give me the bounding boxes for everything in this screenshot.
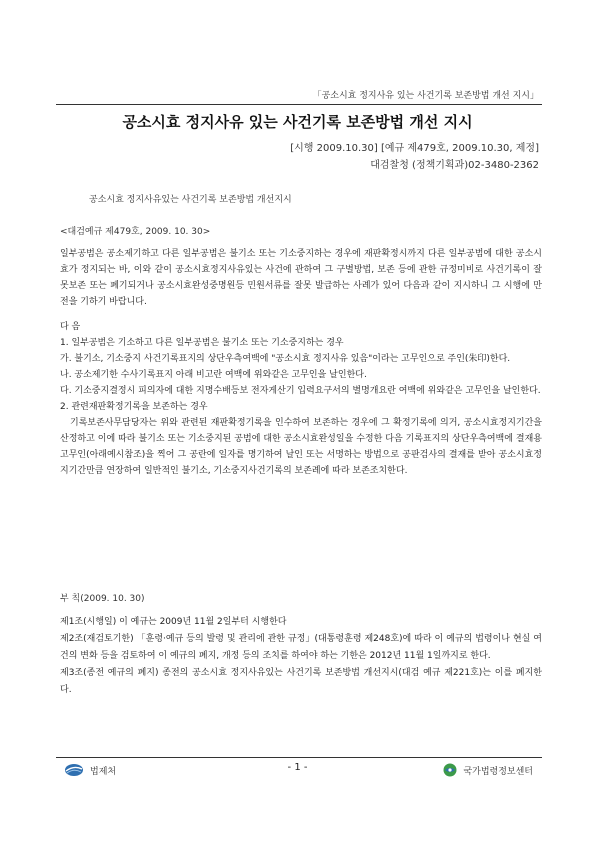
header-rule	[56, 104, 542, 105]
section-2-body: 기록보존사무담당자는 위와 관련된 재판확정기록을 인수하여 보존하는 경우에 그 확정기록에 의거, 공소시효정지기간을 산정하고 이에 따라 불기소 또는 기소중지된 공범에 대한 공소시효완성일을 수정한 다음 기록표지의 상단우측여백에 결재용 고무인(아래예시참조)을 찍어 그 공란에 일자를 명기하여 날인 또는 서명하는 방법으로 공판검사의 결재를 받아 공소시효정지기간만큼 연장하여 일반적인 불기소, 기소중지사건기록의 보존례에 따라 보존조치한다.	[60, 418, 542, 476]
addendum-article-2: 제2조(재검토기한) 「훈령·예규 등의 발령 및 관리에 관한 규정」(대통령훈령 제248호)에 따라 이 예규의 법령이나 현실 여건의 변화 등을 검토하여 이 예규의 폐지, 개정 등의 조치를 하여야 하는 기한은 2012년 11월 1일까지로 한다.	[60, 634, 542, 661]
document-title: 공소시효 정지사유 있는 사건기록 보존방법 개선 지시	[122, 113, 473, 131]
addendum-heading: 부 칙(2009. 10. 30)	[60, 594, 145, 604]
section-1-item-da: 다. 기소중지결정시 피의자에 대한 지명수배등보 전자게산기 입력요구서의 별명개요란 여백에 위와같은 고무인을 날인한다.	[60, 386, 541, 396]
footer-rule	[56, 757, 542, 758]
footer-right	[443, 762, 533, 778]
addendum-articles	[60, 614, 542, 699]
page-number: - 1 -	[287, 762, 308, 773]
addendum-article-1: 제1조(시행일) 이 예규는 2009년 11월 2일부터 시행한다	[60, 617, 287, 627]
law-center-logo-icon	[443, 763, 457, 777]
section-1-item-na: 나. 공소제기한 수사기록표지 아래 비고란 여백에 위와같은 고무인을 날인한다.	[60, 370, 367, 380]
document-body	[60, 246, 542, 479]
intro-paragraph: 일부공범은 공소제기하고 다른 일부공범은 불기소 또는 기소중지하는 경우에 재판확정시까지 다른 일부공범에 대한 공소시효가 정지되는 바, 이와 같이 공소시효정지사유있는 사건에 관하여 그 구별방법, 보존 등에 관한 규정미비로 사건기록이 잘못보존 또는 폐기되거나 공소시효완성중명원등 민원서류를 잘못 발급하는 사례가 있어 다음과 같이 지시하니 그 시행에 만전을 기하기 바랍니다.	[60, 249, 542, 307]
header-note: 「공소시효 정지사유 있는 사건기록 보존방법 개선 지시」	[312, 91, 539, 101]
section-2-heading: 2. 관련재판확정기록을 보존하는 경우	[60, 402, 208, 412]
addendum-article-3: 제3조(종전 예규의 폐지) 종전의 공소시효 정지사유있는 사건기록 보존방법 개선지시(대검 예규 제221호)는 이를 폐지한다.	[60, 668, 542, 695]
section-1-item-ga: 가. 불기소, 기소중지 사건기록표지의 상단우측여백에 "공소시효 정지사유 있음"이라는 고무인으로 주인(朱印)한다.	[60, 354, 511, 364]
document-subtitle: 공소시효 정지사유있는 사건기록 보존방법 개선지시	[89, 195, 292, 205]
notice-heading: 다 음	[60, 322, 81, 332]
footer-right-label: 국가법령정보센터	[463, 766, 533, 777]
section-1-heading: 1. 일부공범은 기소하고 다른 일부공범은 불기소 또는 기소중지하는 경우	[60, 338, 344, 348]
department-contact: 대검찰청 (정책기획과)02-3480-2362	[370, 160, 539, 171]
directive-number: <대검예규 제479호, 2009. 10. 30>	[60, 227, 211, 237]
enforcement-info: [시행 2009.10.30] [예규 제479호, 2009.10.30, 제정]	[290, 143, 539, 154]
footer-left-label: 법제처	[90, 766, 117, 777]
